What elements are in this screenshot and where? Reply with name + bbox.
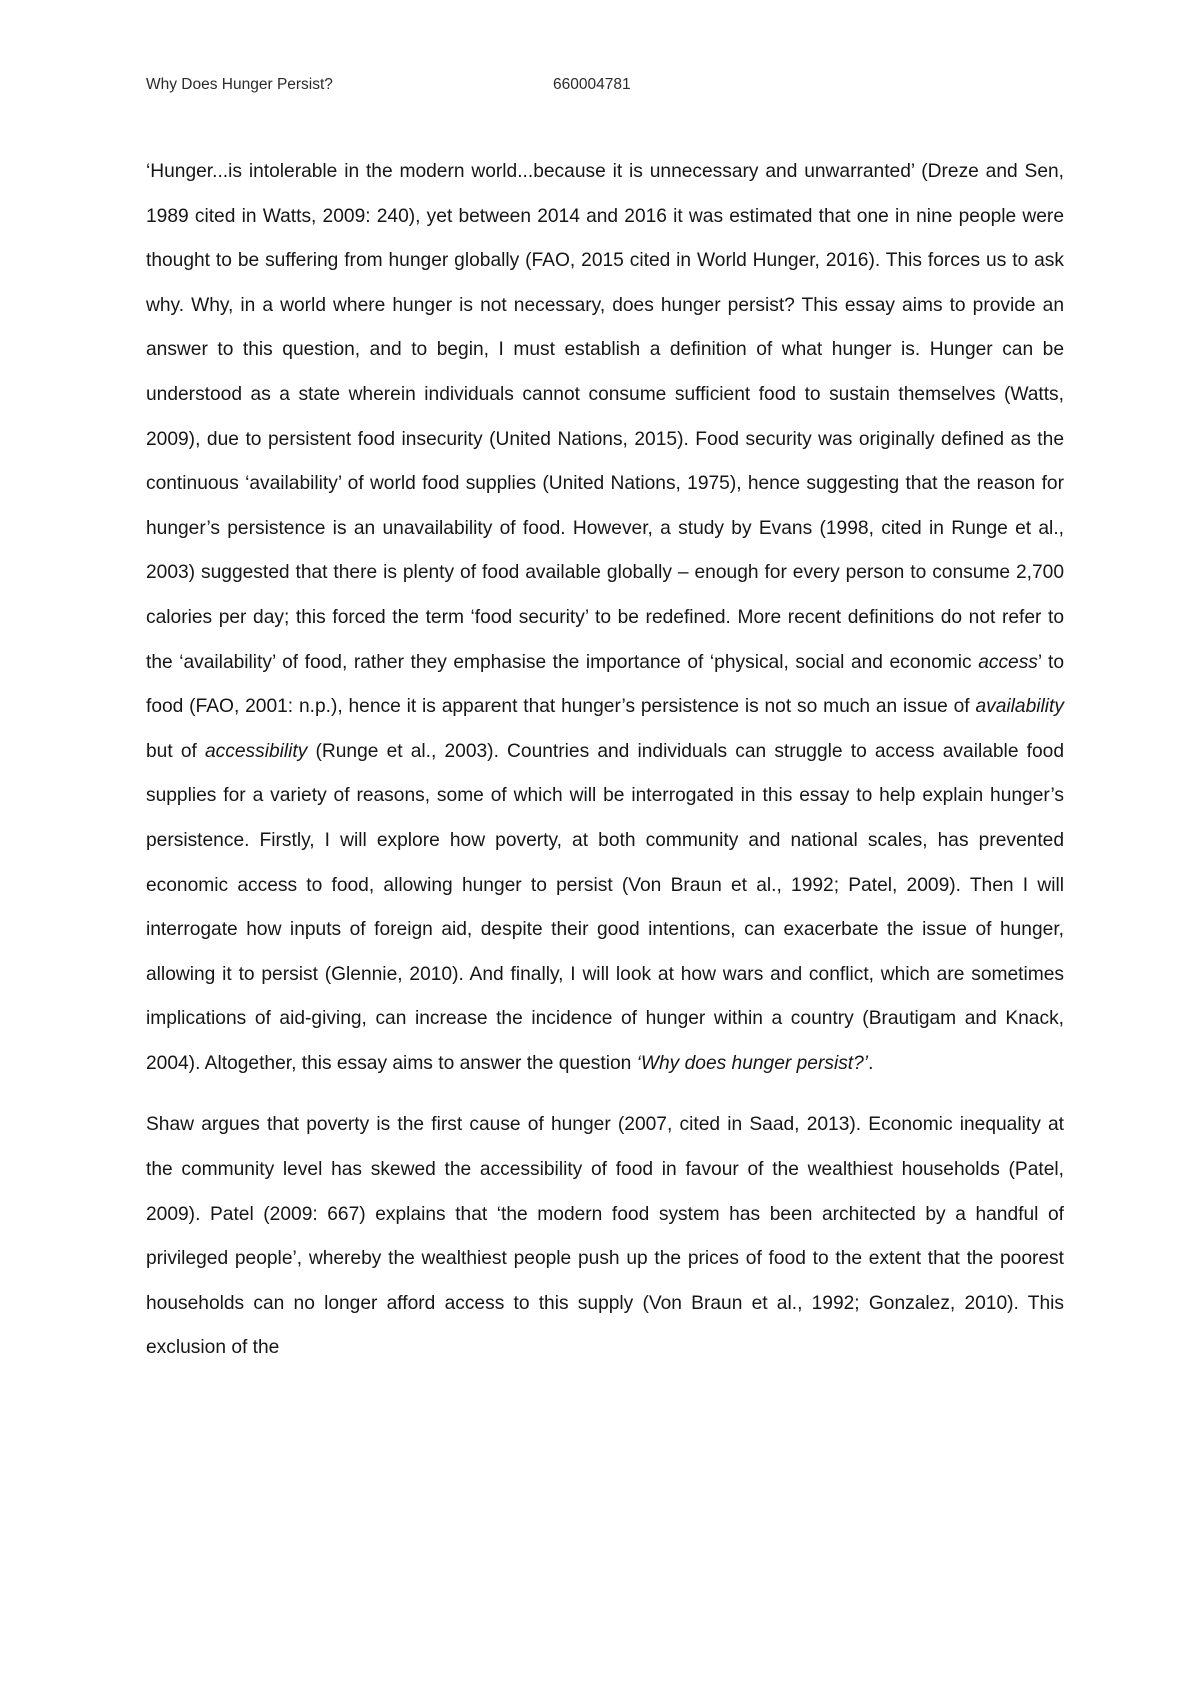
emphasis-availability: availability [975,696,1064,718]
text-segment: (Runge et al., 2003). Countries and individuals can struggle to access available food supplies for a variety of reasons, some of which will be interrogated in this essay to help explain hunger’s persistence. Firstly, I will explore how poverty, at both community and national scales, has prevented economic access to food, allowing hunger to persist (Von Braun et al., 1992; Patel, 2009). Then I will interrogate how inputs of foreign aid, despite their good intentions, can exacerbate the issue of hunger, allowing it to persist (Glennie, 2010). And finally, I will look at how wars and conflict, which are sometimes implications of aid-giving, can increase the incidence of hunger within a country (Brautigam and Knack, 2004). Altogether, this essay aims to answer the question [146,740,1064,1074]
emphasis-question: ‘Why does hunger persist?’ [636,1052,869,1074]
paragraph-introduction [146,150,1064,1086]
header-student-id: 660004781 [553,76,631,93]
emphasis-access: access [978,651,1038,673]
paragraph-poverty [146,1103,1064,1371]
essay-body [146,150,1064,1371]
text-segment: ’ to food (FAO, 2001: n.p.), hence it is apparent that hunger’s persistence is not so much an issue of [146,651,1065,718]
text-segment: ‘Hunger...is intolerable in the modern world...because it is unnecessary and unwarranted’ (Dreze and Sen, 1989 cited in Watts, 2009: 240), yet between 2014 and 2016 it was estimated that one in nine people were thought to be suffering from hunger globally (FAO, 2015 cited in World Hunger, 2016). This forces us to ask why. Why, in a world where hunger is not necessary, does hunger persist? This essay aims to provide an answer to this question, and to begin, I must establish a definition of what hunger is. Hunger can be understood as a state wherein individuals cannot consume sufficient food to sustain themselves (Watts, 2009), due to persistent food insecurity (United Nations, 2015). Food security was originally defined as the continuous ‘availability’ of world food supplies (United Nations, 1975), hence suggesting that the reason for hunger’s persistence is an unavailability of food. However, a study by Evans (1998, cited in Runge et al., 2003) suggested that there is plenty of food available globally – enough for every person to consume 2,700 calories per day; this forced the term ‘food security’ to be redefined. More recent definitions do not refer to the ‘availability’ of food, rather they emphasise the importance of ‘physical, social and economic [146,161,1064,673]
text-segment: but of [146,740,205,762]
emphasis-accessibility: accessibility [204,740,308,762]
text-segment: . [868,1052,874,1074]
header-title: Why Does Hunger Persist? [146,76,333,93]
page-header [146,76,1066,102]
text-segment: Shaw argues that poverty is the first cause of hunger (2007, cited in Saad, 2013). Economic inequality at the community level has skewed the accessibility of food in favour of the wealthiest households (Patel, 2009). Patel (2009: 667) explains that ‘the modern food system has been architected by a handful of privileged people’, whereby the wealthiest people push up the prices of food to the extent that the poorest households can no longer afford access to this supply (Von Braun et al., 1992; Gonzalez, 2010). This exclusion of the [146,1114,1064,1359]
